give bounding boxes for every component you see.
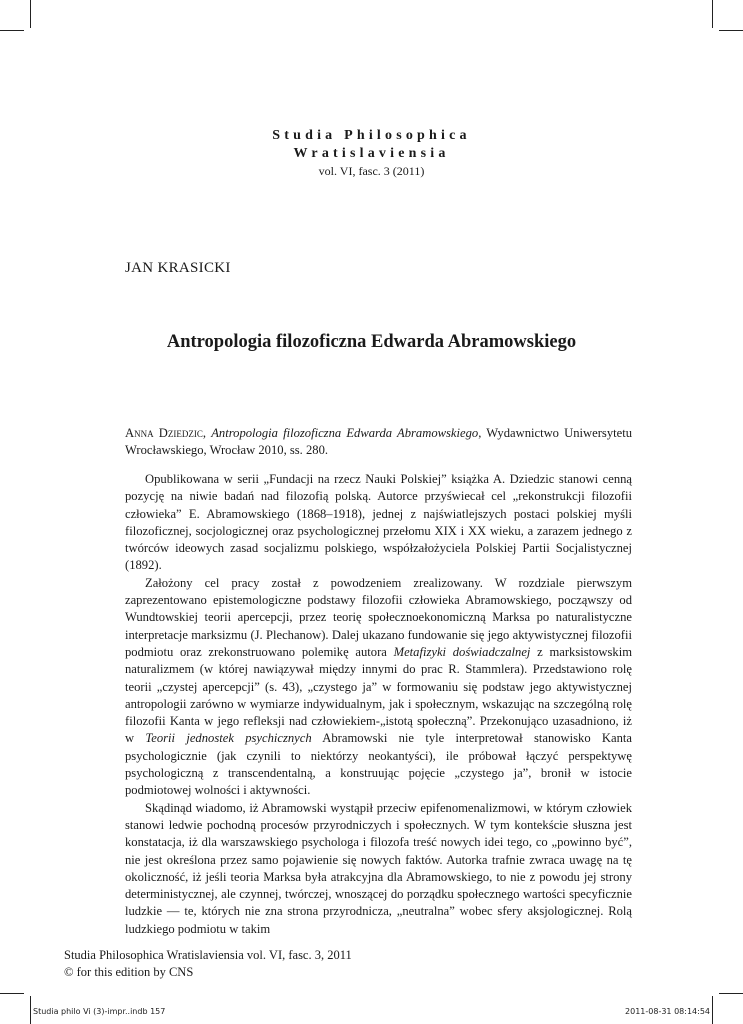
paragraph-2-emphasis-2: Teorii jednostek psychicznych [145,731,312,746]
crop-mark-top-left-v [30,0,31,28]
footer-copyright-line: © for this edition by CNS [64,965,194,979]
article-title: Antropologia filozoficzna Edwarda Abramowskiego [166,332,577,352]
crop-mark-top-right-v [712,0,713,28]
book-reference [125,425,632,460]
review-body [125,471,632,938]
reference-author: Anna Dziedzic [125,426,203,440]
crop-mark-bottom-right-h [719,993,743,994]
page-footer [64,947,352,981]
crop-mark-bottom-right-v [712,996,713,1024]
crop-mark-top-left-h [0,30,24,31]
paragraph-2-part-b: z marksistowskim naturalizmem (w której nawiązywał między innymi do prac R. Stammlera). Przedstawiono rolę teorii „czystej apercepcji” (s. 43), „czystego ja” w formowaniu się podstaw jego aktywistycznej antropologii zarówno w wymiarze indywidualnym, jak i społecznym, wskazując na szczególną rolę filozofii Kanta w jego refleksji nad człowiekiem-„istotą społeczną”. Przekonująco uzasadniono, iż w [125,644,633,746]
paragraph-2-emphasis-1: Metafizyki doświadczalnej [393,644,531,659]
paragraph-2 [125,575,632,800]
journal-name-line1: Studia Philosophica [272,128,471,143]
journal-name-line2: Wratislaviensia [293,146,450,161]
crop-mark-top-right-h [719,30,743,31]
footer-journal-line: Studia Philosophica Wratislaviensia vol. VI, fasc. 3, 2011 [64,948,352,962]
journal-volume: vol. VI, fasc. 3 (2011) [318,164,425,178]
paragraph-2-part-c: Abramowski nie tyle interpretował stanowisko Kanta psychologicznie (jak czynili to niektórzy neokantyści), ile próbował łączyć perspektywę psychologiczną z transcendentalną, a konstruując pojęcie „czystego ja”, bronił w istocie podmiotowej wolności i aktywności. [125,731,632,798]
article-author: JAN KRASICKI [125,260,231,276]
reference-details: , Wydawnictwo Uniwersytetu Wrocławskiego, Wrocław 2010, ss. 280. [125,426,633,458]
crop-mark-bottom-left-v [30,996,31,1024]
print-slug-right: 2011-08-31 08:14:54 [625,1007,710,1016]
paragraph-1: Opublikowana w serii „Fundacji na rzecz Nauki Polskiej” książka A. Dziedzic stanowi cenną pozycję na niwie badań nad filozofią polską. Autorce przyświecał cel „rekonstrukcji filozofii człowieka” E. Abramowskiego (1868–1918), jednej z najświatlejszych postaci polskiej myśli filozoficznej, socjologicznej oraz psychologicznej przełomu XIX i XX wieku, a zarazem jednego z twórców ideowych zasad socjalizmu polskiego, współzałożyciela Polskiej Partii Socjalistycznej (1892). [125,472,632,573]
reference-separator: , [202,426,212,440]
print-slug-left: Studia philo Vi (3)-impr..indb 157 [33,1007,166,1016]
crop-mark-bottom-left-h [0,993,24,994]
paragraph-2-part-a: Założony cel pracy został z powodzeniem zrealizowany. W rozdziale pierwszym zaprezentowano epistemologiczne podstawy filozofii człowieka Abramowskiego, począwszy od Wundtowskiej teorii apercepcji, przez teorię społecznoekonomiczną Marksa po naturalistyczne interpretacje marksizmu (J. Plechanow). Dalej ukazano fundowanie się jego aktywistycznej filozofii podmiotu oraz zrekonstruowano polemikę autora [125,575,632,659]
reference-book-title: Antropologia filozoficzna Edwarda Abramowskiego [211,426,479,440]
paragraph-3: Skądinąd wiadomo, iż Abramowski wystąpił przeciw epifenomenalizmowi, w którym człowiek stanowi ledwie pochodną procesów przyrodniczych i społecznych. W tym kontekście słuszna jest konstatacja, iż dla warszawskiego psychologa i filozofa treść nowych idei tego, co „powinno być”, nie jest określona przez samo pojawienie się nowych faktów. Autorka trafnie zwraca uwagę na tę okoliczność, iż jeśli teoria Marksa była atrakcyjna dla Abramowskiego, to nie z powodu jej strony deterministycznej, ale czynnej, twórczej, wnoszącej do porządku społecznego wartości specyficznie ludzkie — te, których nie zna strona przyrodnicza, „neutralna” wobec sfery aksjologicznej. Rolą ludzkiego podmiotu w takim [125,800,632,936]
